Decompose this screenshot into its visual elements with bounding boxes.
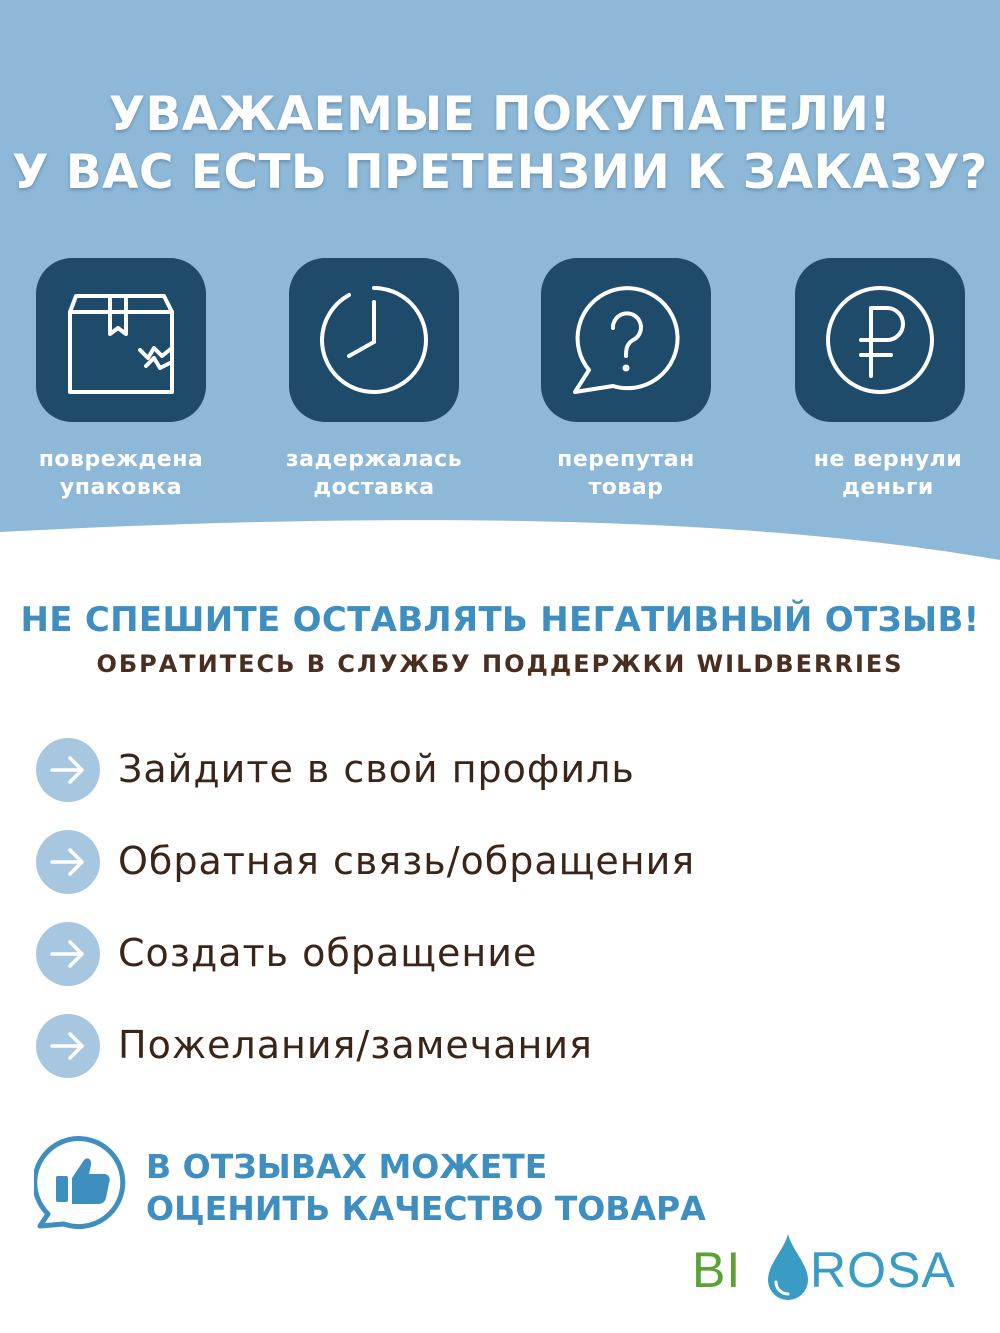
step-item bbox=[36, 738, 936, 802]
clock-icon bbox=[289, 258, 459, 422]
step-item bbox=[36, 922, 936, 986]
tile-label-line: доставка bbox=[313, 475, 435, 500]
arrow-right-icon bbox=[36, 922, 100, 986]
step-text: Зайдите в свой профиль bbox=[118, 747, 635, 791]
headline-line-1: УВАЖАЕМЫЕ ПОКУПАТЕЛИ! bbox=[108, 87, 892, 142]
brand-logo bbox=[692, 1232, 962, 1302]
brand-part-2: ROSA bbox=[810, 1242, 956, 1298]
water-drop-icon bbox=[762, 1232, 814, 1302]
tile-label-line: упаковка bbox=[59, 475, 183, 500]
tile-label-line: товар bbox=[588, 475, 664, 500]
review-text bbox=[146, 1146, 706, 1230]
arrow-right-icon bbox=[36, 738, 100, 802]
tile-money-not-returned bbox=[795, 258, 965, 422]
brand-part-1: BI bbox=[692, 1242, 742, 1298]
step-text: Пожелания/замечания bbox=[118, 1023, 593, 1067]
tile-label-money-not-returned bbox=[778, 446, 998, 502]
step-text: Создать обращение bbox=[118, 931, 538, 975]
headline-line-2: У ВАС ЕСТЬ ПРЕТЕНЗИИ К ЗАКАЗУ? bbox=[12, 145, 988, 200]
step-item bbox=[36, 1014, 936, 1078]
tile-label-wrong-item bbox=[516, 446, 736, 502]
arrow-right-icon bbox=[36, 830, 100, 894]
tile-label-line: повреждена bbox=[38, 447, 204, 472]
tile-label-line: задержалась bbox=[285, 447, 463, 472]
review-line: ОЦЕНИТЬ КАЧЕСТВО ТОВАРА bbox=[146, 1189, 706, 1228]
notice-subtitle: ОБРАТИТЕСЬ В СЛУЖБУ ПОДДЕРЖКИ WILDBERRIES bbox=[96, 650, 904, 678]
notice-title: НЕ СПЕШИТЕ ОСТАВЛЯТЬ НЕГАТИВНЫЙ ОТЗЫВ! bbox=[20, 600, 980, 640]
tile-wrong-item bbox=[541, 258, 711, 422]
question-bubble-icon bbox=[541, 258, 711, 422]
step-text: Обратная связь/обращения bbox=[118, 839, 696, 883]
tile-label-delayed-delivery bbox=[264, 446, 484, 502]
tile-damaged-package bbox=[36, 258, 206, 422]
arrow-right-icon bbox=[36, 1014, 100, 1078]
ruble-icon bbox=[795, 258, 965, 422]
thumbs-up-bubble-icon bbox=[34, 1134, 130, 1230]
step-item bbox=[36, 830, 936, 894]
review-line: В ОТЗЫВАХ МОЖЕТЕ bbox=[146, 1147, 548, 1186]
tile-label-line: деньги bbox=[842, 475, 934, 500]
damaged-box-icon bbox=[36, 258, 206, 422]
tile-label-line: не вернули bbox=[813, 447, 963, 472]
tile-label-damaged-package bbox=[11, 446, 231, 502]
headline bbox=[0, 86, 1000, 202]
tile-label-line: перепутан bbox=[557, 447, 695, 472]
tile-delayed-delivery bbox=[289, 258, 459, 422]
